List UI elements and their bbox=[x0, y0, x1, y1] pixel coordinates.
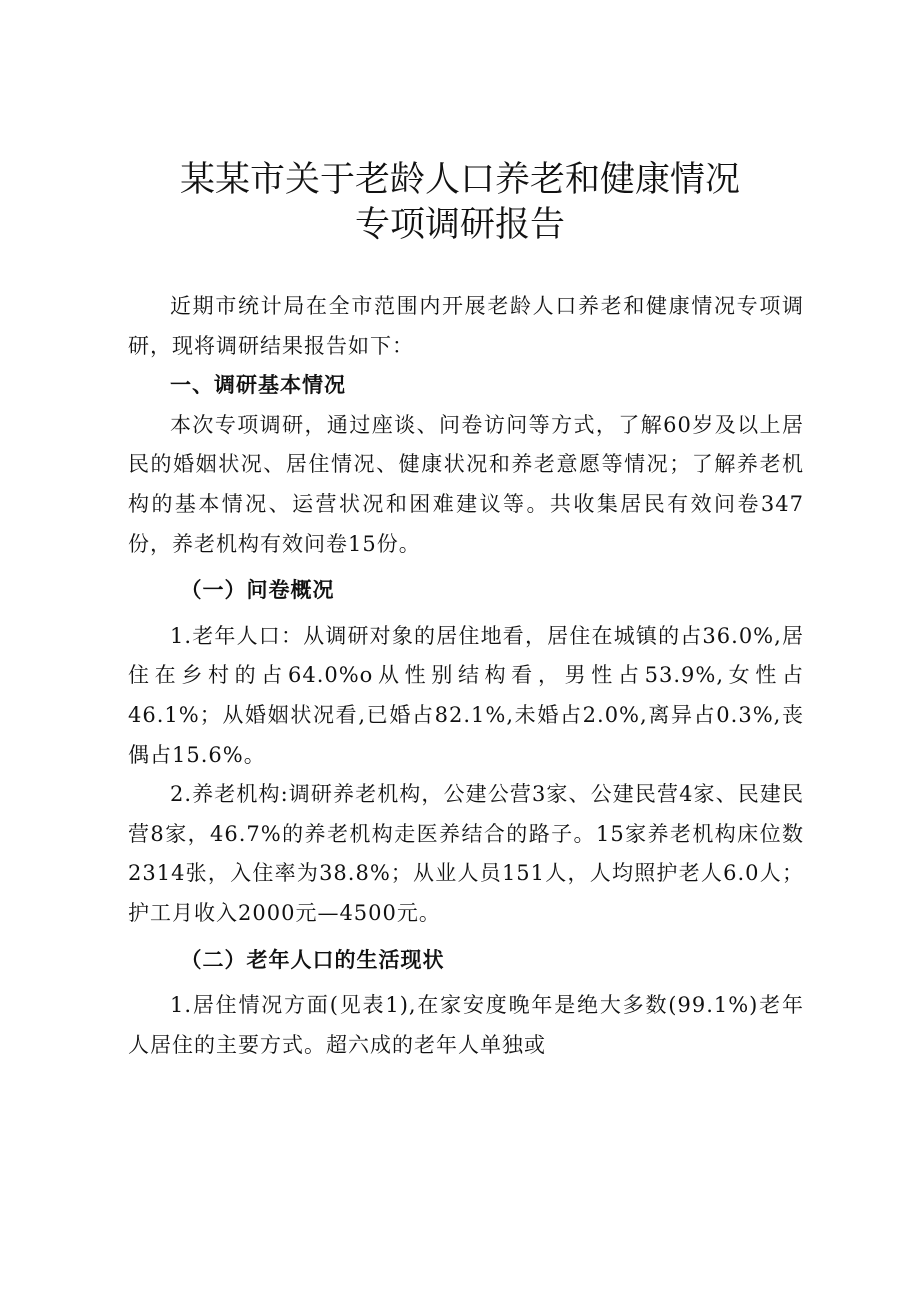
document-title-line-1: 某某市关于老龄人口养老和健康情况 bbox=[179, 160, 740, 200]
intro-paragraph: 近期市统计局在全市范围内开展老龄人口养老和健康情况专项调研，现将调研结果报告如下： bbox=[128, 294, 804, 358]
elderly-population-paragraph: 1.老年人口：从调研对象的居住地看，居住在城镇的占36.0%,居住在乡村的占64.0%o从性别结构看，男性占53.9%,女性占46.1%；从婚姻状况看,已婚占82.1%,未婚占2.0%,离异占0.3%,丧偶占15.6%。 bbox=[128, 623, 804, 767]
section-heading-basic-info: 一、调研基本情况 bbox=[170, 373, 346, 398]
living-situation-paragraph: 1.居住情况方面(见表1),在家安度晚年是绝大多数(99.1%)老年人居住的主要方式。超六成的老年人单独或 bbox=[128, 993, 804, 1057]
elderly-care-institutions-paragraph: 2.养老机构:调研养老机构，公建公营3家、公建民营4家、民建民营8家，46.7%的养老机构走医养结合的路子。15家养老机构床位数2314张，入住率为38.8%；从业人员151人，人均照护老人6.0人；护工月收入2000元—4500元。 bbox=[128, 782, 804, 925]
document-title-line-2: 专项调研报告 bbox=[354, 205, 565, 245]
basic-info-paragraph: 本次专项调研，通过座谈、问卷访问等方式，了解60岁及以上居民的婚姻状况、居住情况、健康状况和养老意愿等情况；了解养老机构的基本情况、运营状况和困难建议等。共收集居民有效问卷347份，养老机构有效问卷15份。 bbox=[128, 412, 804, 556]
subsection-heading-living-status: （二）老年人口的生活现状 bbox=[180, 947, 445, 972]
document-body bbox=[128, 287, 804, 1065]
subsection-heading-survey-overview: （一）问卷概况 bbox=[180, 578, 335, 603]
